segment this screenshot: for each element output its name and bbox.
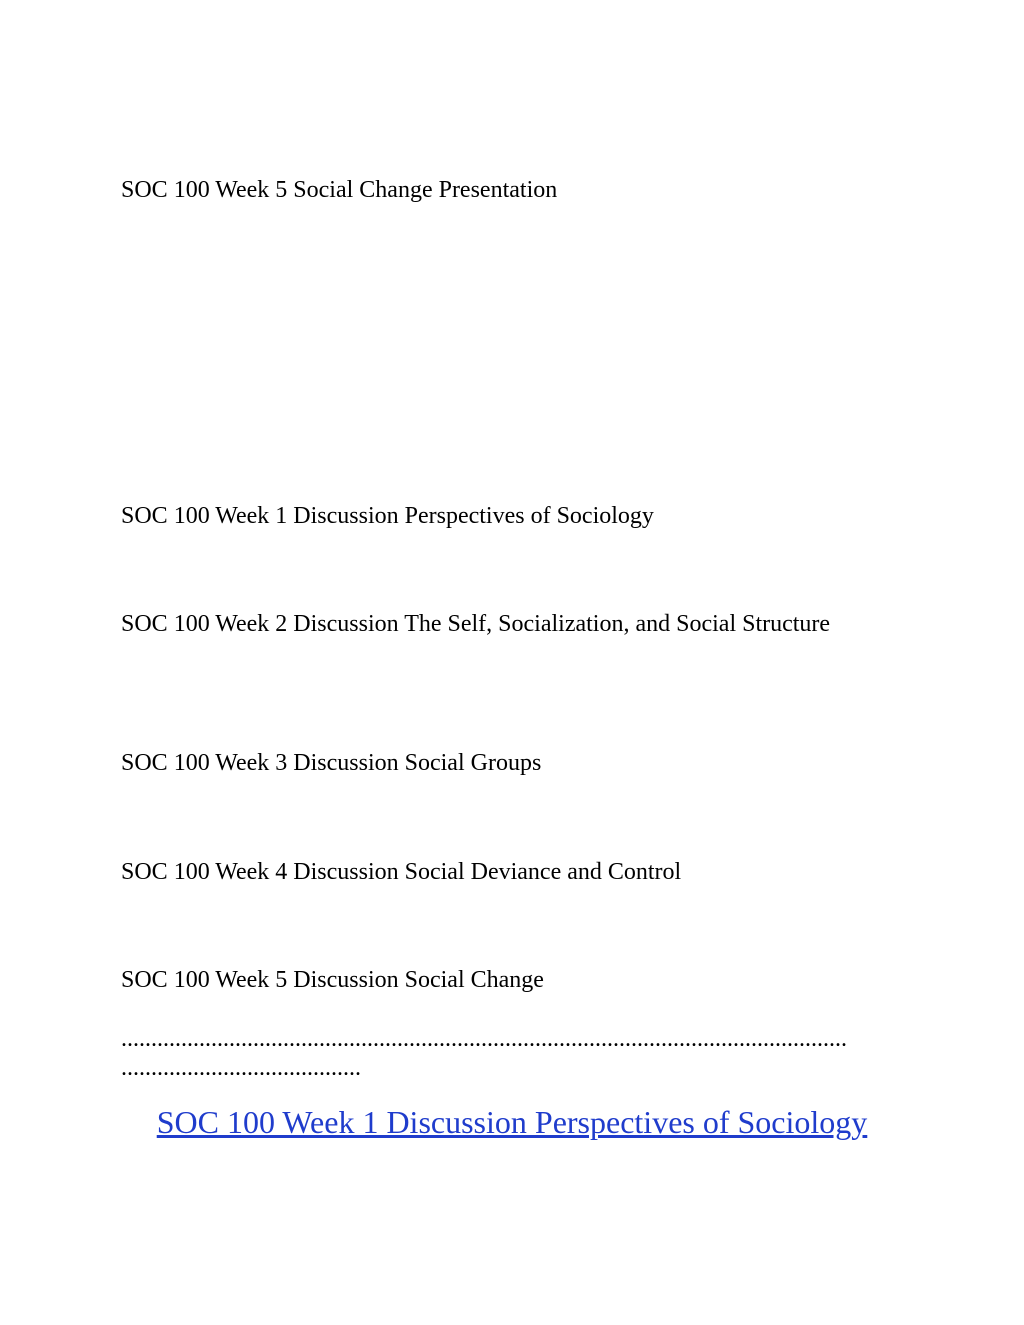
discussion-link[interactable]: SOC 100 Week 1 Discussion Perspectives of Sociology: [156, 1104, 868, 1140]
dotted-separator-line-1: .........................................................................................................................: [121, 1026, 847, 1052]
discussion-item-week-1: SOC 100 Week 1 Discussion Perspectives of Sociology: [121, 503, 654, 529]
discussion-item-week-3: SOC 100 Week 3 Discussion Social Groups: [121, 750, 542, 776]
presentation-item: SOC 100 Week 5 Social Change Presentation: [121, 177, 558, 203]
discussion-item-week-5: SOC 100 Week 5 Discussion Social Change: [121, 967, 544, 993]
discussion-item-week-4: SOC 100 Week 4 Discussion Social Deviance and Control: [121, 859, 682, 885]
discussion-item-week-2: SOC 100 Week 2 Discussion The Self, Socialization, and Social Structure: [121, 611, 831, 637]
dotted-separator-line-2: ........................................: [121, 1055, 361, 1081]
